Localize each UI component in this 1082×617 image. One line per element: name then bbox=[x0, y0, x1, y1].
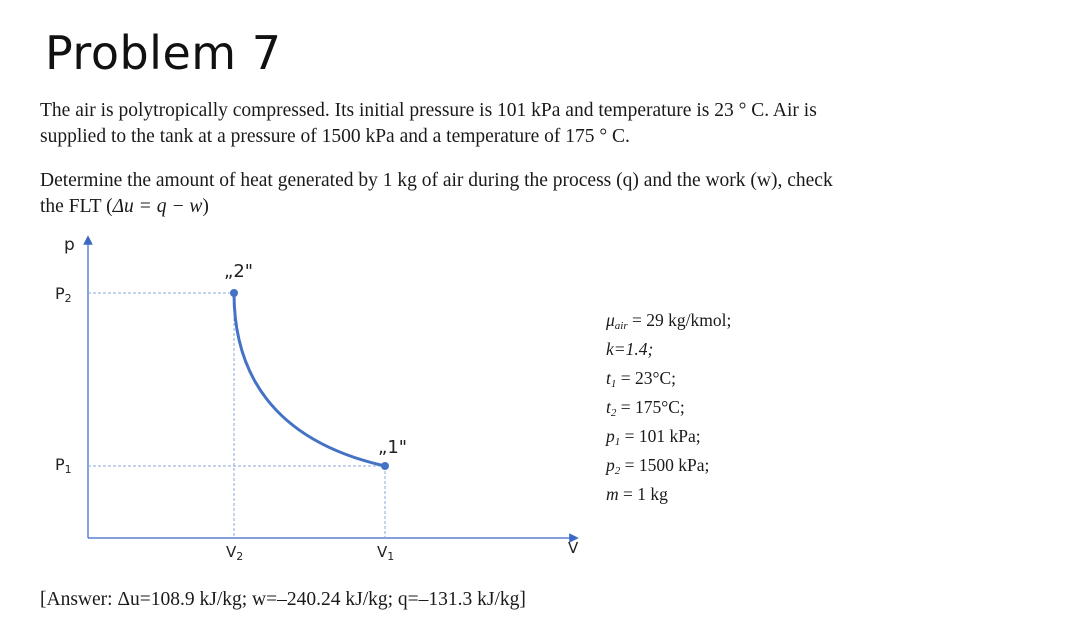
point-2-label: „2" bbox=[224, 261, 254, 282]
task-line-1: Determine the amount of heat generated by 1 kg of air during the process (q) and the work (w), check bbox=[40, 170, 833, 191]
given-k: k=1.4; bbox=[606, 339, 654, 359]
statement-line-1: The air is polytropically compressed. Its initial pressure is 101 kPa and temperature is 23 ° C. Air is bbox=[40, 100, 817, 121]
point-1-label: „1" bbox=[378, 437, 408, 458]
tick-p1-label: P1 bbox=[55, 455, 72, 476]
flt-equation: Δu = q − w bbox=[112, 196, 203, 217]
given-values bbox=[606, 306, 731, 509]
tick-p2-label: P2 bbox=[55, 284, 72, 305]
axis-y-label: p bbox=[64, 235, 75, 255]
state-point-2 bbox=[230, 289, 238, 297]
state-point-1 bbox=[381, 462, 389, 470]
given-m: m = 1 kg bbox=[606, 484, 668, 504]
task-line-2-prefix: the FLT ( bbox=[40, 196, 113, 217]
task-line-2-suffix: ) bbox=[202, 196, 209, 217]
tick-v2-label: $V_2$ bbox=[226, 543, 244, 563]
given-t2: t2 = 175°C; bbox=[606, 397, 685, 419]
given-t1: t1 = 23°C; bbox=[606, 368, 677, 390]
axis-x-label: V bbox=[568, 539, 579, 557]
given-p2: p2 = 1500 kPa; bbox=[606, 455, 710, 477]
tick-v1-label: $V_1$ bbox=[377, 543, 395, 563]
polytropic-curve bbox=[234, 293, 385, 466]
problem-title: Problem 7 bbox=[45, 26, 282, 80]
answer-line: [Answer: Δu=108.9 kJ/kg; w=–240.24 kJ/kg; q=–131.3 kJ/kg] bbox=[40, 589, 526, 610]
given-p1: p1 = 101 kPa; bbox=[606, 426, 701, 448]
statement-line-2: supplied to the tank at a pressure of 1500 kPa and a temperature of 175 ° C. bbox=[40, 126, 630, 147]
given-mu-air: μair = 29 kg/kmol; bbox=[606, 310, 732, 332]
